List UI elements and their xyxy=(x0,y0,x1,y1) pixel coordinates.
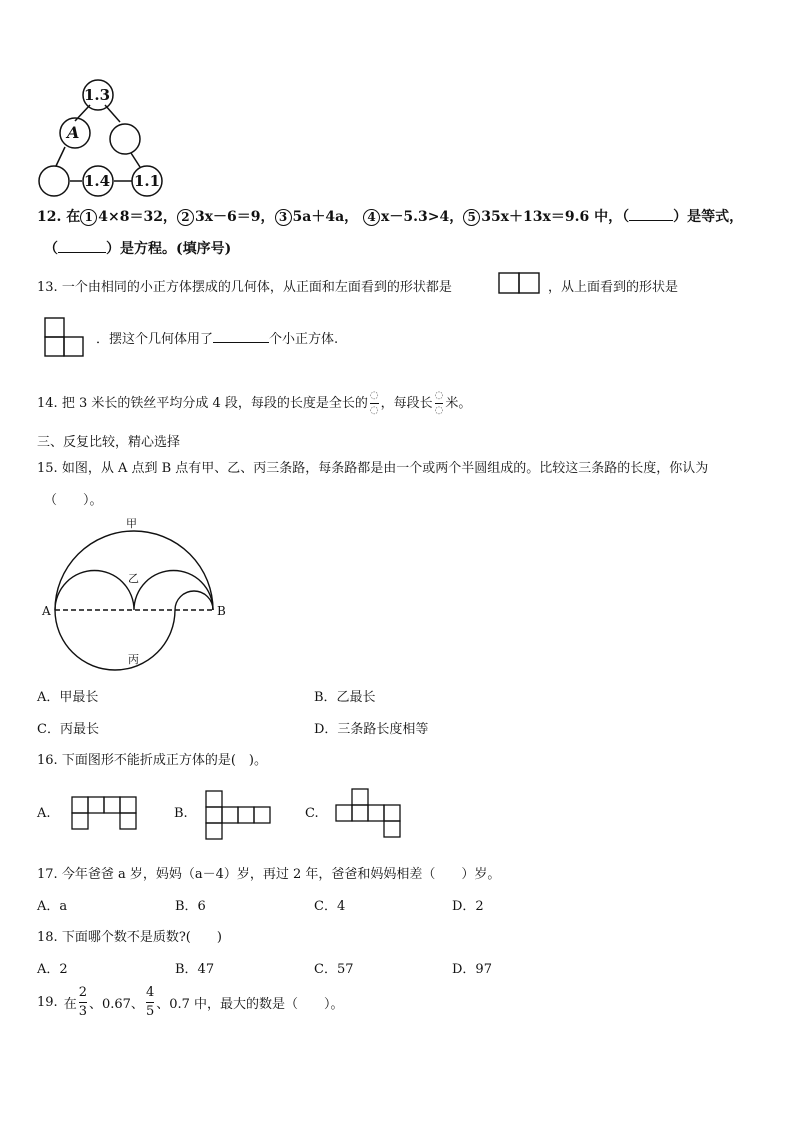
cube-net-a[interactable] xyxy=(71,796,139,830)
triangle-left-value: A xyxy=(67,123,80,142)
q19-line xyxy=(37,984,344,1021)
semicircle-paths-figure xyxy=(30,510,250,680)
answer-blank[interactable] xyxy=(58,252,106,253)
q14-line xyxy=(37,389,471,418)
fraction-denominator: 3 xyxy=(78,1004,87,1019)
q17-option-a[interactable]: A．a xyxy=(37,899,68,914)
q17-option-b[interactable]: B．6 xyxy=(175,899,206,914)
circled-number-3: 3 xyxy=(275,209,292,226)
front-view-figure xyxy=(498,272,540,294)
q12-item4: x－5.3>4， xyxy=(381,209,464,225)
q12-open-paren: （ xyxy=(44,241,58,257)
q19-pre: 在 xyxy=(63,997,77,1012)
q17-line xyxy=(37,863,500,882)
q19-number: 19. xyxy=(37,995,58,1010)
answer-blank[interactable] xyxy=(629,220,673,221)
circled-number-2: 2 xyxy=(177,209,194,226)
q18-option-d[interactable]: D．97 xyxy=(452,962,492,977)
circled-number-1: 1 xyxy=(80,209,97,226)
triangle-bottom-mid-value: 1.4 xyxy=(84,172,111,190)
q18-option-a[interactable]: A．2 xyxy=(37,962,68,977)
q15-line1 xyxy=(37,457,708,476)
top-view-figure xyxy=(44,317,84,357)
cube-net-b[interactable] xyxy=(205,790,273,840)
label-bing: 丙 xyxy=(128,653,139,666)
triangle-bottom-right-value: 1.1 xyxy=(134,172,161,190)
q17-option-c[interactable]: C．4 xyxy=(314,899,346,914)
label-jia: 甲 xyxy=(126,517,137,530)
fraction-two-thirds xyxy=(79,984,87,1021)
q13-text4: 个小正方体. xyxy=(269,332,339,347)
q15-option-d[interactable]: D．三条路长度相等 xyxy=(314,722,429,737)
q16-line xyxy=(37,749,267,768)
q17-text: 今年爸爸 a 岁，妈妈（a－4）岁，再过 2 年，爸爸和妈妈相差（ ）岁。 xyxy=(61,867,501,882)
q15-number: 15. xyxy=(37,461,58,476)
triangle-top-value: 1.3 xyxy=(84,86,111,104)
label-yi: 乙 xyxy=(128,572,139,585)
q12-item5: 35x＋13x＝9.6 中，（ xyxy=(481,209,630,225)
fraction-blank[interactable]: $\frac{◌}{◌}$ xyxy=(434,390,444,416)
q16-text: 下面图形不能折成正方体的是( )。 xyxy=(61,753,267,768)
circled-number-4: 4 xyxy=(363,209,380,226)
circled-number-5: 5 xyxy=(463,209,480,226)
q12-item1: 4×8＝32， xyxy=(98,209,177,225)
q13-text2: ，从上面看到的形状是 xyxy=(548,280,679,295)
q12-item2: 3x－6＝9， xyxy=(194,209,275,225)
q14-number: 14. xyxy=(37,396,58,411)
q15-option-b[interactable]: B．乙最长 xyxy=(314,690,376,705)
fraction-denominator: 5 xyxy=(145,1004,155,1019)
fraction-four-fifths xyxy=(146,984,154,1021)
q12-line2-rest: ）是方程。(填序号) xyxy=(106,241,232,257)
q15-option-c[interactable]: C．丙最长 xyxy=(37,722,99,737)
q16-option-b-label[interactable]: B. xyxy=(174,806,188,821)
q12-item3: 5a＋4a， xyxy=(292,209,359,225)
section-title: 三、反复比较，精心选择 xyxy=(37,435,181,450)
q19-post: 、0.7 中，最大的数是（ ）。 xyxy=(156,997,344,1012)
q12-pre: 在 xyxy=(66,209,81,225)
q16-number: 16. xyxy=(37,753,58,768)
fraction-blank[interactable]: $\frac{◌}{◌}$ xyxy=(369,390,379,416)
q17-number: 17. xyxy=(37,867,58,882)
q12-equation-tail: ）是等式， xyxy=(673,209,744,225)
answer-blank[interactable] xyxy=(213,342,269,343)
q18-option-c[interactable]: C．57 xyxy=(314,962,354,977)
q18-number: 18. xyxy=(37,930,58,945)
q16-option-c-label[interactable]: C. xyxy=(305,806,319,821)
q13-text3: ．摆这个几何体用了 xyxy=(96,332,214,347)
q15-option-a[interactable]: A．甲最长 xyxy=(37,690,99,705)
q14-text1: 把 3 米长的铁丝平均分成 4 段，每段的长度是全长的 xyxy=(61,396,368,411)
q17-option-d[interactable]: D．2 xyxy=(452,899,484,914)
fraction-numerator: 4 xyxy=(145,985,155,1000)
label-point-a: A xyxy=(42,604,51,618)
q14-text2: ，每段长 xyxy=(380,396,433,411)
fraction-numerator: 2 xyxy=(78,985,87,1000)
cube-net-c[interactable] xyxy=(335,788,405,838)
q18-line xyxy=(37,926,222,945)
q13-line3 xyxy=(96,328,338,347)
q15-paren: （ ）。 xyxy=(44,493,103,508)
q13-text1: 一个由相同的小正方体摆成的几何体，从正面和左面看到的形状都是 xyxy=(61,280,452,295)
q15-text: 如图，从 A 点到 B 点有甲、乙、丙三条路，每条路都是由一个或两个半圆组成的。比较这三条路的长度，你认为 xyxy=(61,461,709,476)
q14-text3: 米。 xyxy=(445,396,472,411)
q12-number: 12. xyxy=(37,209,62,225)
q16-option-a-label[interactable]: A. xyxy=(37,806,51,821)
q18-text: 下面哪个数不是质数?( ) xyxy=(61,930,222,945)
q12-line2 xyxy=(44,238,231,258)
label-point-b: B xyxy=(217,604,226,618)
q12-line1 xyxy=(37,206,743,226)
q18-option-b[interactable]: B．47 xyxy=(175,962,215,977)
q19-mid: 、0.67、 xyxy=(88,997,144,1012)
q13-number: 13. xyxy=(37,280,58,295)
q13-line1 xyxy=(37,276,452,295)
